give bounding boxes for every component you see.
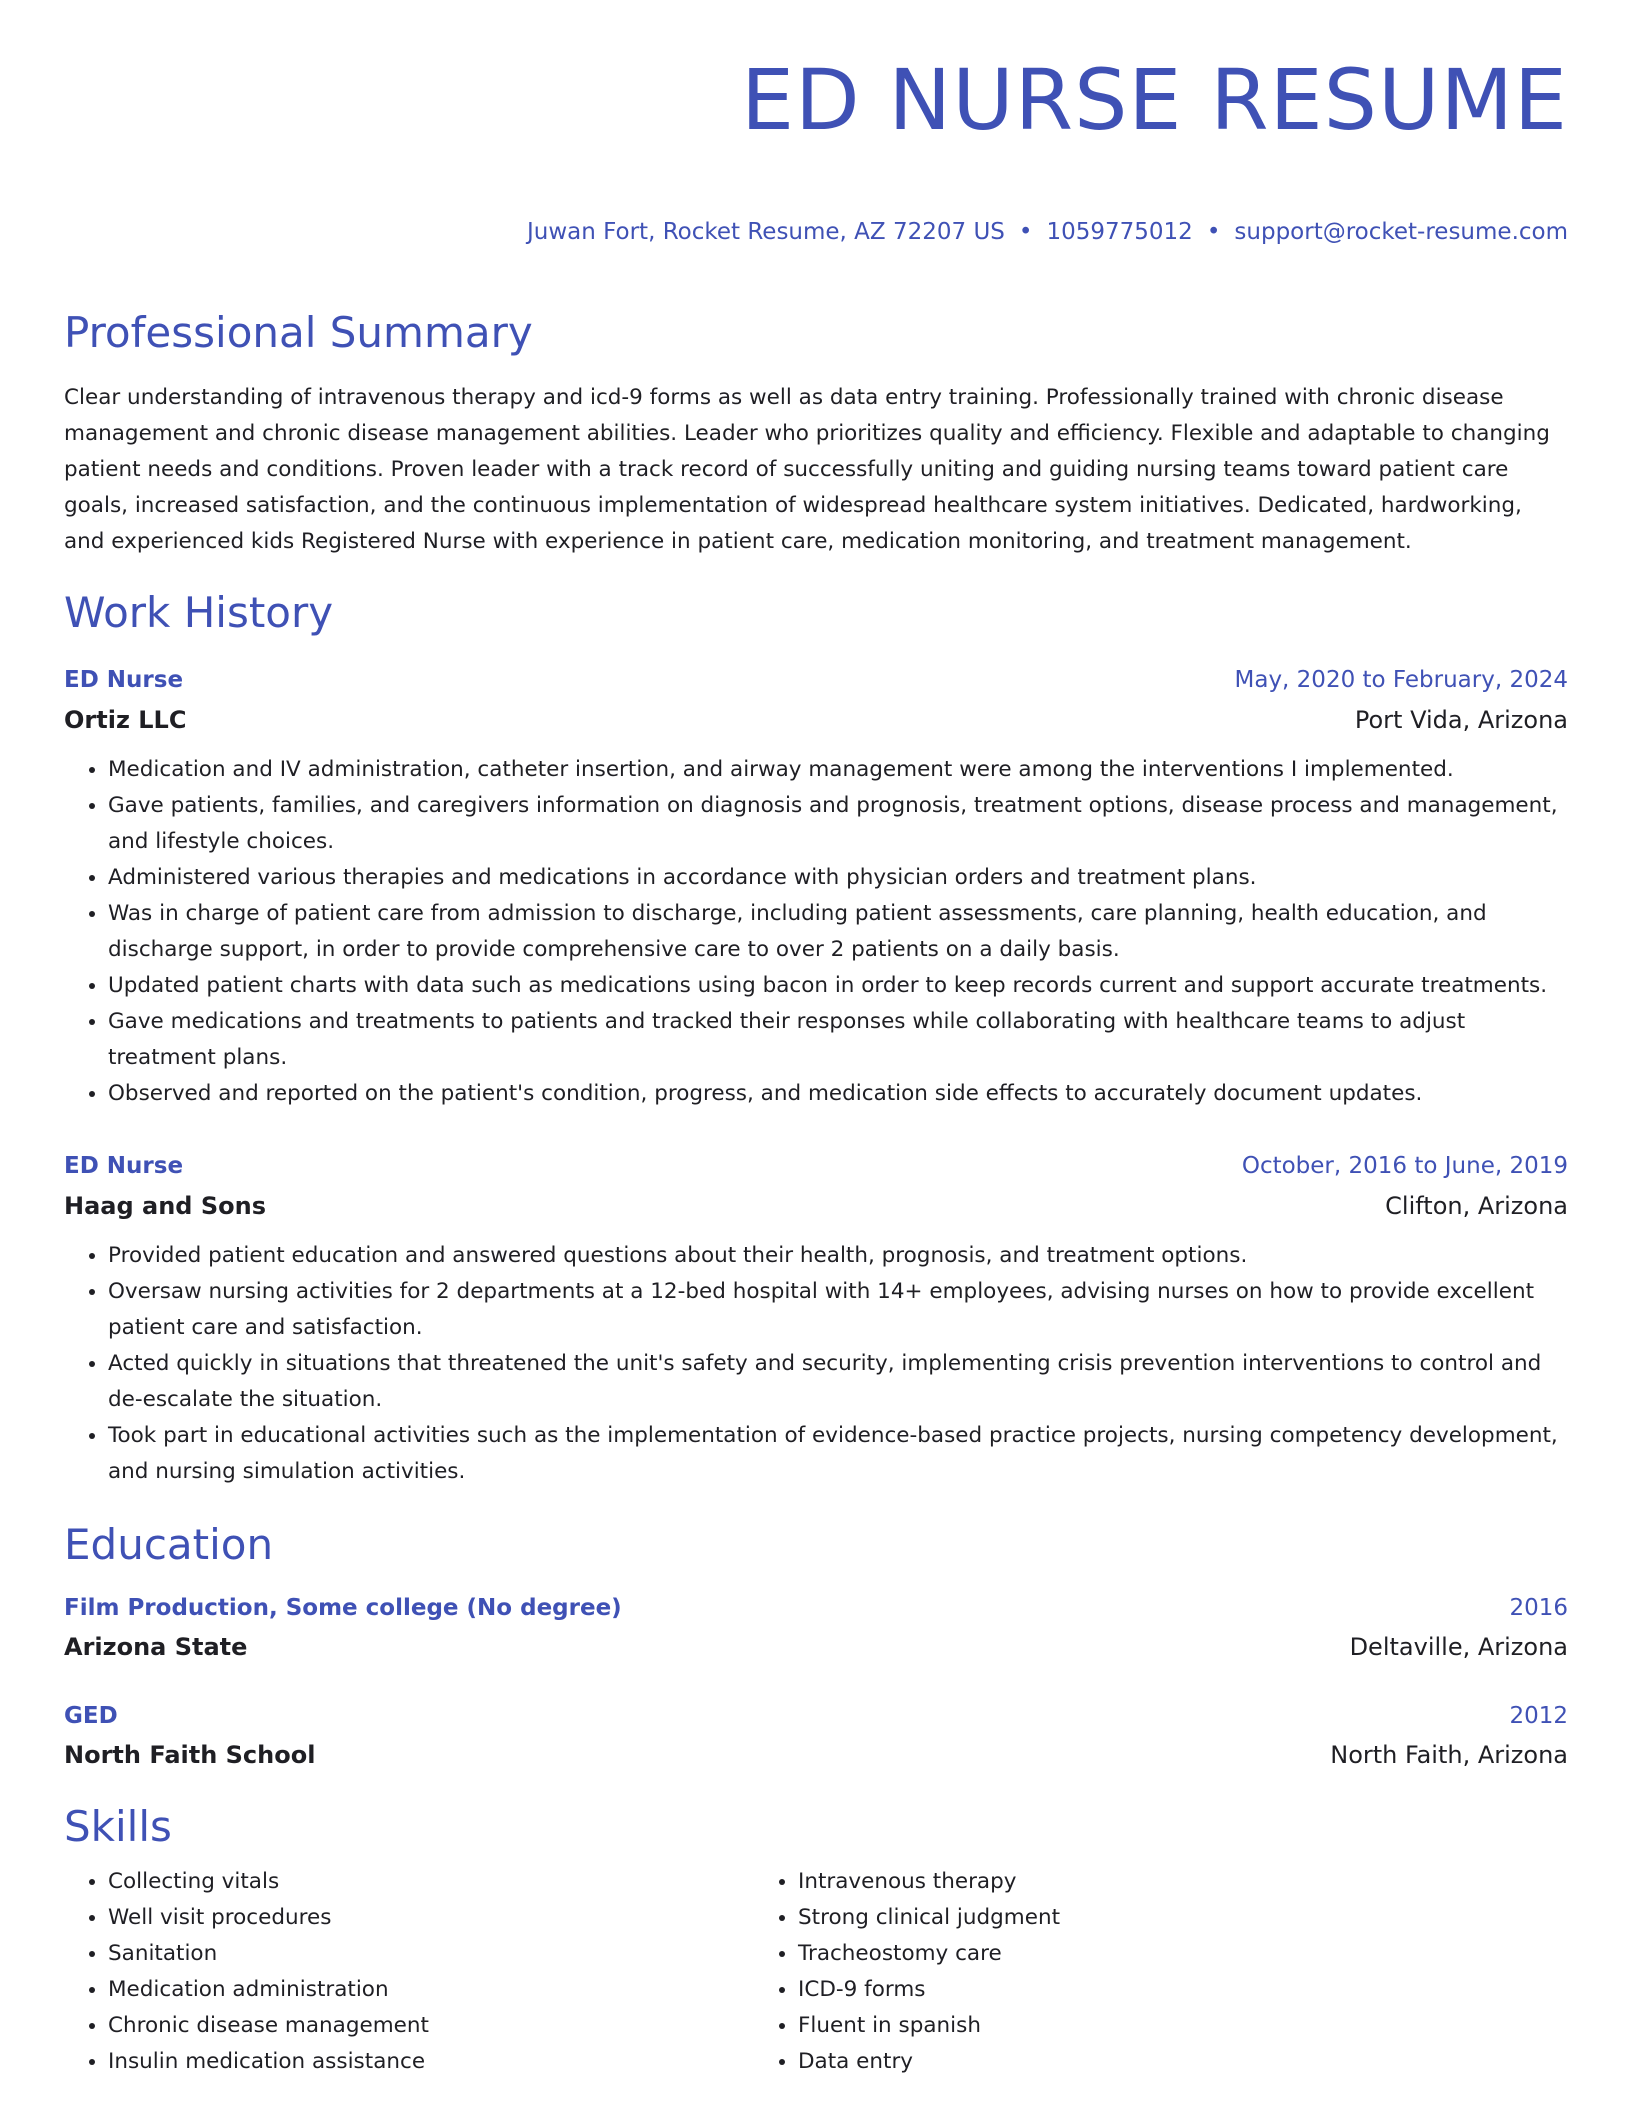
document-title: ED NURSE RESUME (740, 51, 1568, 149)
skill-item: • Insulin medication assistance (108, 2044, 754, 2080)
contact-separator: • (1206, 219, 1221, 245)
education-heading: Education (64, 1520, 274, 1569)
job-bullet: • Gave medications and treatments to patients and tracked their responses while collaborating with healthcare teams to adjust treatment plans. (108, 1004, 1568, 1076)
contact-separator: • (1018, 219, 1033, 245)
education-school: North Faith School (64, 1741, 316, 1769)
work-history-heading: Work History (64, 588, 334, 637)
job-bullet: • Was in charge of patient care from admission to discharge, including patient assessments, care planning, health education, and discharge support, in order to provide comprehensive care to over 2 patients on a daily basis. (108, 896, 1568, 968)
job-header-row (64, 660, 1568, 700)
education-year: 2016 (1509, 1595, 1568, 1621)
education-entry (64, 1588, 1568, 1666)
job-role: ED Nurse (64, 1153, 184, 1179)
contact-line (64, 216, 1568, 248)
skill-item: • Collecting vitals (108, 1864, 754, 1900)
job-org-row (64, 700, 1568, 740)
skill-item: • ICD-9 forms (798, 1972, 1444, 2008)
education-header-row (64, 1696, 1568, 1736)
job-bullet: • Took part in educational activities such as the implementation of evidence-based practice projects, nursing competency development, and nursing simulation activities. (108, 1418, 1568, 1490)
education-degree: GED (64, 1703, 118, 1729)
skills-list-left (64, 1864, 754, 2080)
resume-header (64, 50, 1568, 248)
job-role: ED Nurse (64, 667, 184, 693)
skill-item: • Strong clinical judgment (798, 1900, 1444, 1936)
education-year: 2012 (1509, 1703, 1568, 1729)
education-school: Arizona State (64, 1633, 248, 1661)
contact-email[interactable]: support@rocket-resume.com (1234, 219, 1568, 245)
skill-item: • Fluent in spanish (798, 2008, 1444, 2044)
education-school-row (64, 1736, 1568, 1774)
skills-section (64, 1802, 1568, 2080)
contact-address: Juwan Fort, Rocket Resume, AZ 72207 US (526, 219, 1005, 245)
work-history-section (64, 588, 1568, 1490)
summary-heading: Professional Summary (64, 308, 533, 357)
contact-phone: 1059775012 (1046, 219, 1193, 245)
skill-item: • Chronic disease management (108, 2008, 754, 2044)
job-bullet: • Medication and IV administration, catheter insertion, and airway management were among the interventions I implemented. (108, 752, 1568, 788)
education-school-row (64, 1628, 1568, 1666)
skill-item: • Tracheostomy care (798, 1936, 1444, 1972)
skill-item: • Well visit procedures (108, 1900, 754, 1936)
skills-heading: Skills (64, 1802, 172, 1851)
job-bullet: • Gave patients, families, and caregivers information on diagnosis and prognosis, treatment options, disease process and management, and lifestyle choices. (108, 788, 1568, 860)
job-bullet: • Provided patient education and answered questions about their health, prognosis, and treatment options. (108, 1238, 1568, 1274)
skill-item: • Intravenous therapy (798, 1864, 1444, 1900)
skills-columns (64, 1864, 1568, 2080)
job-bullet: • Oversaw nursing activities for 2 departments at a 12-bed hospital with 14+ employees, advising nurses on how to provide excellent patient care and satisfaction. (108, 1274, 1568, 1346)
job-entry (64, 660, 1568, 1112)
job-org-row (64, 1186, 1568, 1226)
education-section (64, 1520, 1568, 1774)
skills-list-right (754, 1864, 1444, 2080)
job-location: Port Vida, Arizona (1354, 706, 1568, 734)
job-bullet: • Acted quickly in situations that threatened the unit's safety and security, implementing crisis prevention interventions to control and de-escalate the situation. (108, 1346, 1568, 1418)
education-location: North Faith, Arizona (1330, 1741, 1568, 1769)
job-bullets (64, 752, 1568, 1112)
job-company: Haag and Sons (64, 1192, 266, 1220)
education-degree: Film Production, Some college (No degree) (64, 1595, 622, 1621)
job-bullet: • Observed and reported on the patient's condition, progress, and medication side effects to accurately document updates. (108, 1076, 1568, 1112)
skill-item: • Medication administration (108, 1972, 754, 2008)
job-dates: October, 2016 to June, 2019 (1241, 1153, 1568, 1179)
job-company: Ortiz LLC (64, 706, 187, 734)
job-bullets (64, 1238, 1568, 1490)
job-location: Clifton, Arizona (1385, 1192, 1568, 1220)
education-entry (64, 1696, 1568, 1774)
summary-text: Clear understanding of intravenous therapy and icd-9 forms as well as data entry training. Professionally trained with chronic disease management and chronic disease management abilities. Leader who prioritizes quality and efficiency. Flexible and adaptable to changing patient needs and conditions. Proven leader with a track record of successfully uniting and guiding nursing teams toward patient care goals, increased satisfaction, and the continuous implementation of widespread healthcare system initiatives. Dedicated, hardworking, and experienced kids Registered Nurse with experience in patient care, medication monitoring, and treatment management. (64, 385, 1550, 554)
summary-section (64, 308, 1568, 560)
education-header-row (64, 1588, 1568, 1628)
skill-item: • Data entry (798, 2044, 1444, 2080)
job-bullet: • Administered various therapies and medications in accordance with physician orders and treatment plans. (108, 860, 1568, 896)
skill-item: • Sanitation (108, 1936, 754, 1972)
job-entry (64, 1146, 1568, 1490)
job-dates: May, 2020 to February, 2024 (1234, 667, 1568, 693)
job-bullet: • Updated patient charts with data such as medications using bacon in order to keep records current and support accurate treatments. (108, 968, 1568, 1004)
education-location: Deltaville, Arizona (1349, 1633, 1568, 1661)
job-header-row (64, 1146, 1568, 1186)
